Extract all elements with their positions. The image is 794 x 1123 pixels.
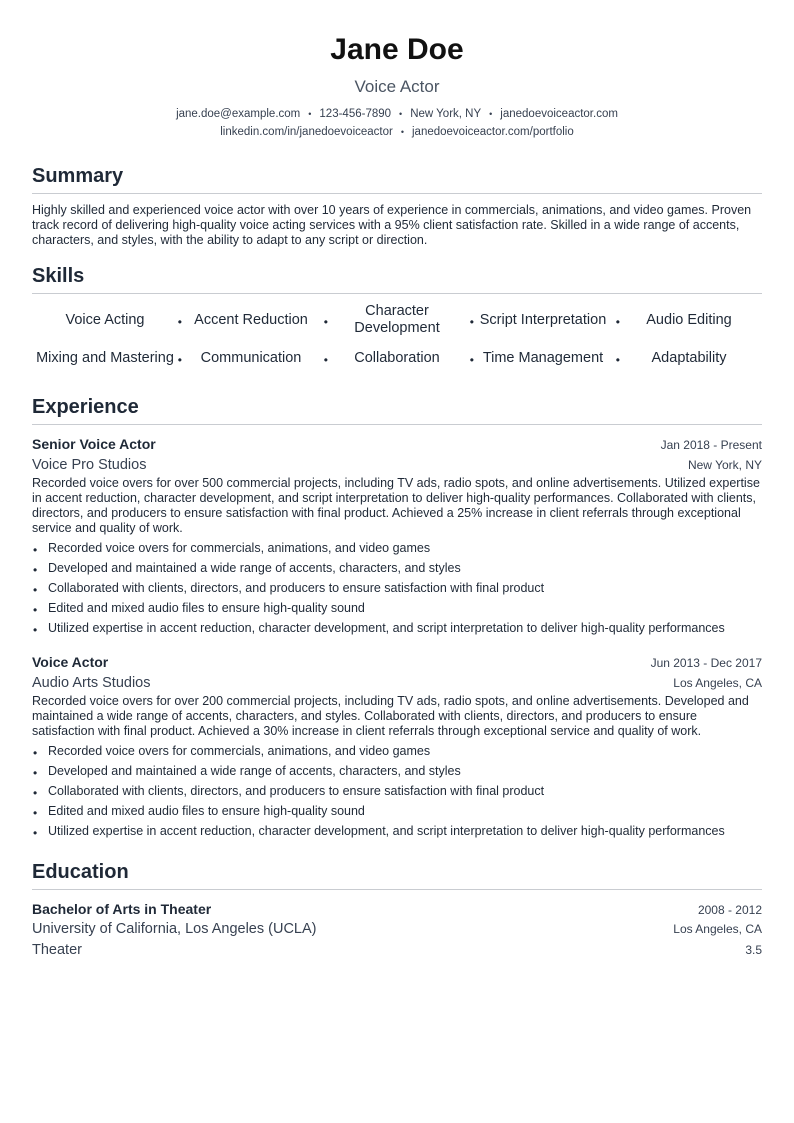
bullet-icon: • [33,563,38,578]
skill-item: Adaptability [651,349,727,366]
summary-text: Highly skilled and experienced voice actor with over 10 years of experience in commercials, animations, and video games. Proven track record of delivering high-quality voice acting services with a 95% client satisfaction rate. Skilled in a wide range of accents, characters, and styles, with the ability to adapt to any script or direction. [32,203,752,248]
job-entry [32,434,762,638]
summary-heading: Summary [32,163,762,194]
list-item: • Edited and mixed audio files to ensure high-quality sound [32,801,762,821]
separator-dot: • [615,353,620,368]
job-description: Recorded voice overs for over 200 commercial projects, including TV ads, radio spots, and online advertisements. Developed and maintained a wide range of accents, characters, and styles. Collaborated with clients, directors, and producers to ensure satisfaction with final product. Achieved a 30% increase in client referrals through exceptional service and quality of work. [32,694,749,739]
list-item: • Developed and maintained a wide range of accents, characters, and styles [32,761,762,781]
separator-dot: • [400,127,404,138]
resume-header [32,30,762,141]
skills-heading: Skills [32,263,762,294]
bullet-icon: • [33,623,38,638]
candidate-role: Voice Actor [354,77,440,96]
education-section [32,859,762,961]
skill-item: Accent Reduction • [194,311,328,330]
separator-dot: • [469,353,474,368]
contact-email: jane.doe@example.com [176,108,301,121]
separator-dot: • [323,353,328,368]
job-bullets [32,741,762,841]
candidate-name: Jane Doe [330,33,464,66]
bullet-icon: • [33,746,38,761]
bullet-icon: • [33,583,38,598]
separator-dot: • [308,109,312,119]
list-item: • Developed and maintained a wide range of accents, characters, and styles [32,558,762,578]
list-item: • Collaborated with clients, directors, and producers to ensure satisfaction with final product [32,578,762,598]
skill-item: Mixing and Mastering • [36,349,182,368]
bullet-icon: • [33,826,38,841]
contact-location: New York, NY [410,108,482,121]
job-company: Audio Arts Studios [32,675,151,692]
separator-dot: • [469,315,474,330]
skills-section [32,263,762,376]
contact-phone: 123-456-7890 [319,108,392,121]
education-heading: Education [32,859,762,890]
job-dates: Jun 2013 - Dec 2017 [650,656,762,671]
contact-website: janedoevoiceactor.com [500,108,618,121]
skill-item: Script Interpretation • [479,311,620,330]
list-item: • Edited and mixed audio files to ensure high-quality sound [32,598,762,618]
edu-school: University of California, Los Angeles (UCLA) [32,921,317,938]
list-item: • Collaborated with clients, directors, and producers to ensure satisfaction with final product [32,781,762,801]
job-description: Recorded voice overs for over 500 commercial projects, including TV ads, radio spots, and online advertisements. Utilized expertise in accent reduction, character development, and script interpretation to deliver high-quality performances. Collaborated with clients, directors, and producers to ensure satisfaction with final product. Achieved a 25% increase in client referrals through exceptional service and quality of work. [32,476,760,536]
edu-location: Los Angeles, CA [673,922,762,937]
skill-item: Character Development • [354,303,474,337]
list-item: • Utilized expertise in accent reduction, character development, and script interpretation to deliver high-quality performances [32,618,762,638]
skill-item: Time Management • [482,349,620,368]
separator-dot: • [177,315,182,330]
separator-dot: • [615,315,620,330]
skills-grid [32,302,762,376]
job-dates: Jan 2018 - Present [660,438,762,453]
bullet-icon: • [33,766,38,781]
separator-dot: • [489,109,493,119]
contact-linkedin: linkedin.com/in/janedoevoiceactor [220,126,393,139]
list-item: • Recorded voice overs for commercials, animations, and video games [32,741,762,761]
job-location: Los Angeles, CA [673,676,762,691]
job-bullets [32,538,762,638]
contact-portfolio: janedoevoiceactor.com/portfolio [412,126,574,139]
list-item: • Utilized expertise in accent reduction, character development, and script interpretation to deliver high-quality performances [32,821,762,841]
experience-heading: Experience [32,394,762,425]
skill-item: Voice Acting • [65,311,182,330]
contact-line-2 [32,123,762,141]
job-title: Voice Actor [32,654,109,671]
bullet-icon: • [33,543,38,558]
job-entry [32,652,762,841]
education-entry [32,899,762,961]
skill-item: Collaboration • [354,349,474,368]
skill-item: Communication • [200,349,328,368]
experience-section [32,394,762,841]
edu-degree: Bachelor of Arts in Theater [32,901,212,918]
separator-dot: • [399,109,403,119]
bullet-icon: • [33,603,38,618]
summary-section [32,163,762,248]
bullet-icon: • [33,786,38,801]
job-title: Senior Voice Actor [32,436,156,453]
edu-dates: 2008 - 2012 [697,903,762,918]
list-item: • Recorded voice overs for commercials, animations, and video games [32,538,762,558]
separator-dot: • [177,353,182,368]
job-company: Voice Pro Studios [32,457,147,474]
job-location: New York, NY [687,458,762,473]
edu-gpa: 3.5 [745,943,762,958]
separator-dot: • [323,315,328,330]
contact-line-1 [32,105,762,123]
bullet-icon: • [33,806,38,821]
skill-item: Audio Editing [646,311,732,328]
edu-field: Theater [32,942,82,959]
